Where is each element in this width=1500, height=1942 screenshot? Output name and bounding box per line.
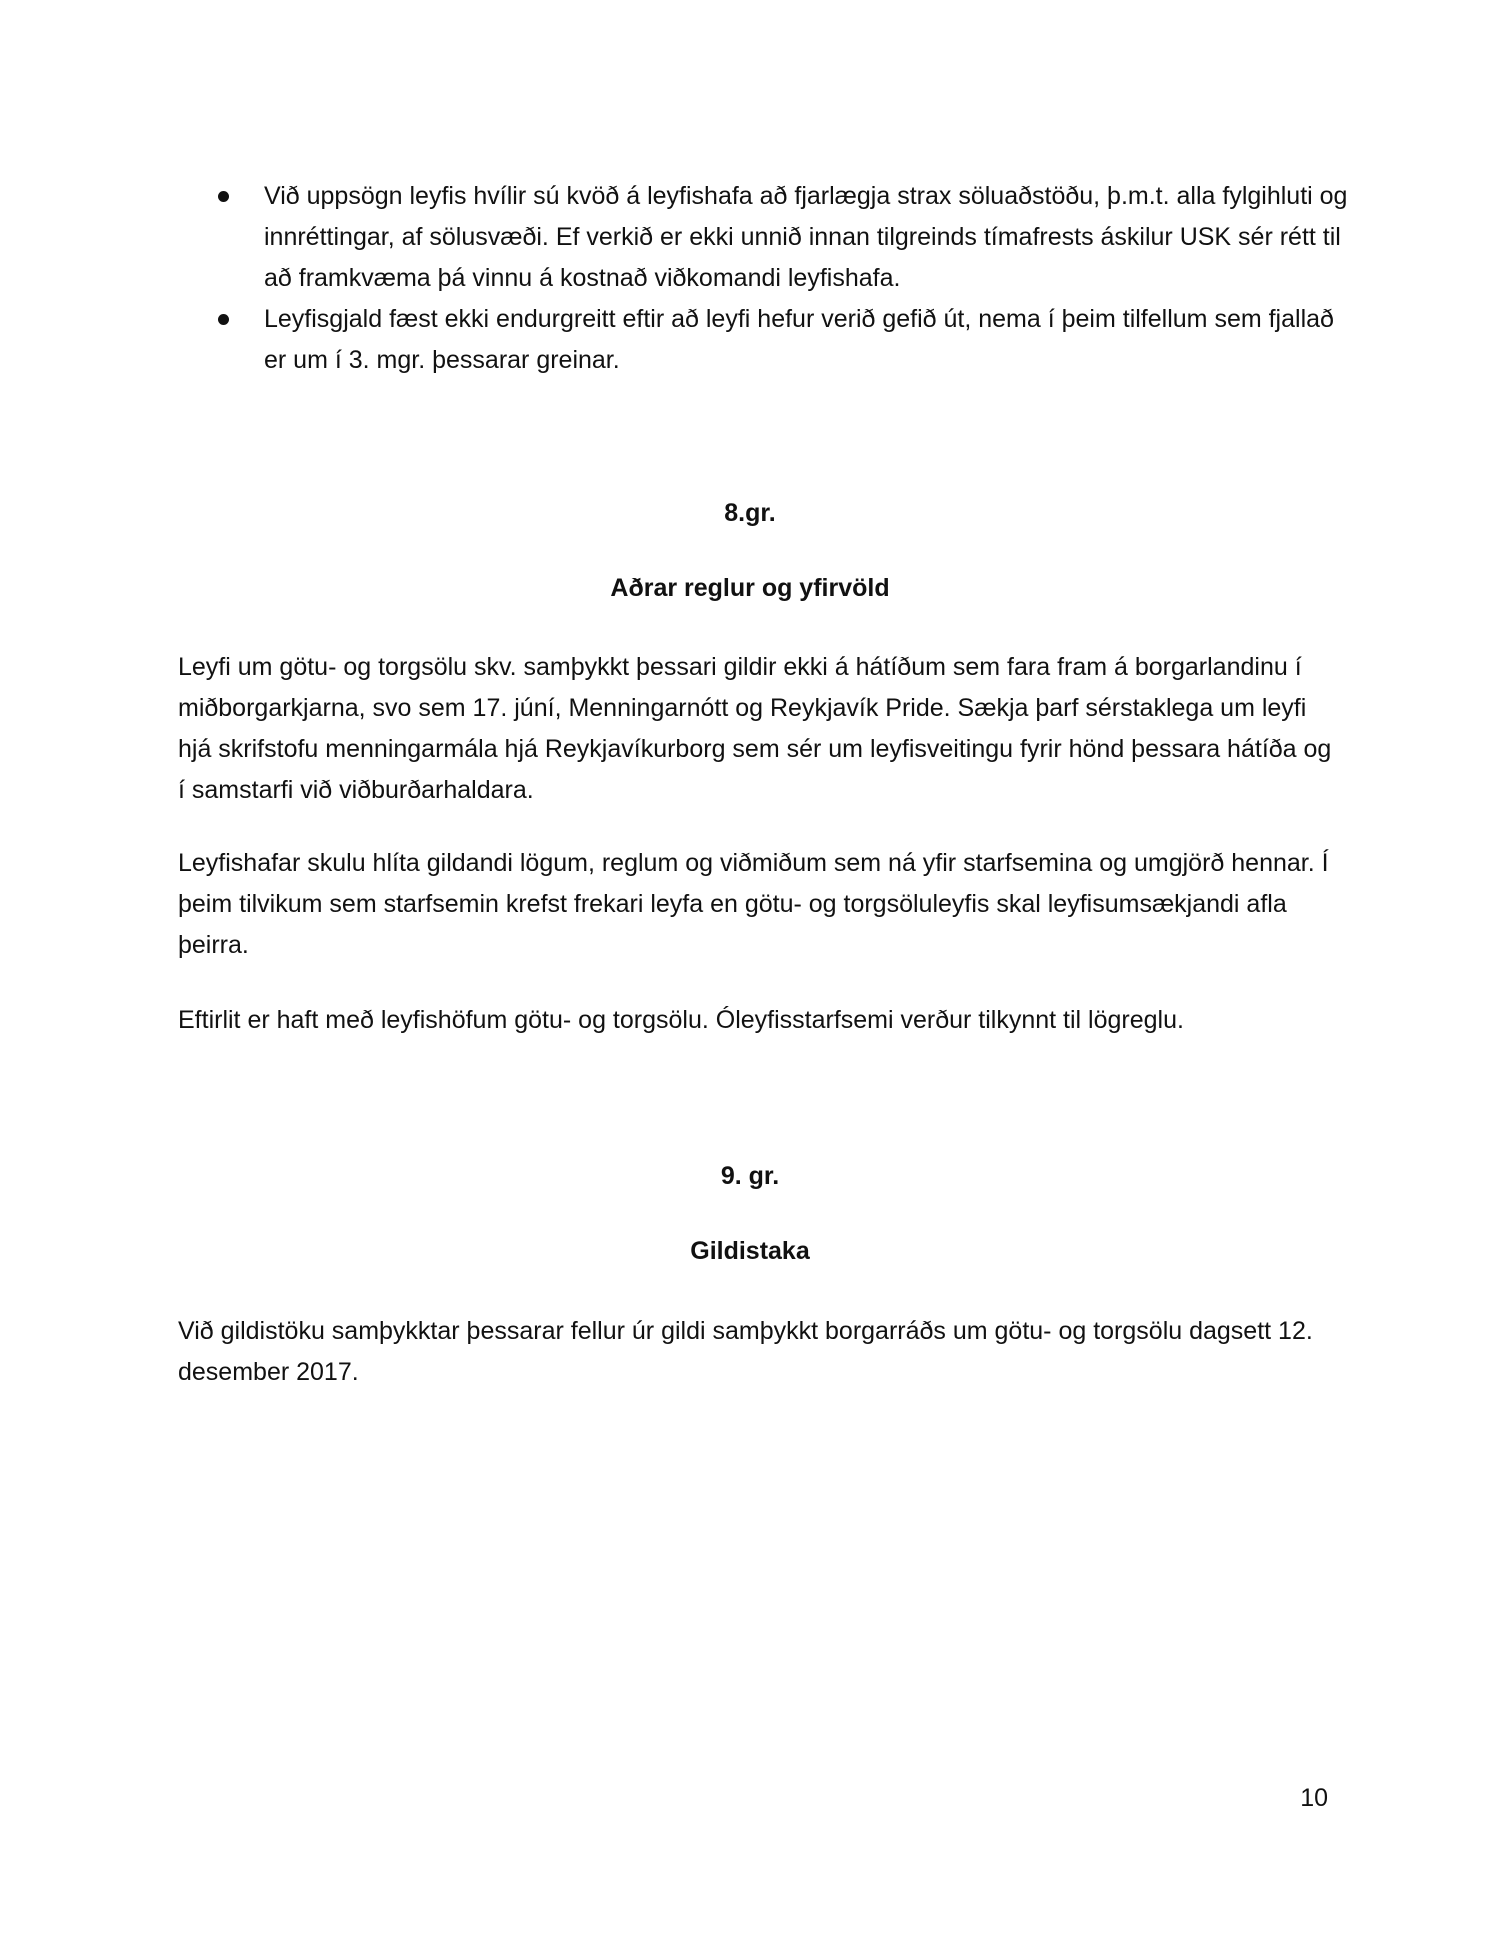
article-8-number: 8.gr. — [724, 499, 776, 527]
article-8-paragraph-3: Eftirlit er haft með leyfishöfum götu- og torgsölu. Óleyfisstarfsemi verður tilkynnt til lögreglu. — [178, 1006, 1184, 1034]
bullet-item — [216, 299, 1356, 381]
bullet-text: Við uppsögn leyfis hvílir sú kvöð á leyfishafa að fjarlægja strax söluaðstöðu, þ.m.t. alla fylgihluti og innréttingar, af sölusvæði. Ef verkið er ekki unnið innan tilgreinds tímafrests áskilur USK sér rétt til að framkvæma þá vinnu á kostnað viðkomandi leyfishafa. — [264, 182, 1348, 292]
bullet-item — [216, 176, 1356, 299]
article-8-title: Aðrar reglur og yfirvöld — [610, 574, 890, 602]
article-9-paragraph-1: Við gildistöku samþykktar þessarar fellur úr gildi samþykkt borgarráðs um götu- og torgsölu dagsett 12. desember 2017. — [178, 1317, 1313, 1386]
bullet-dot-icon — [218, 191, 229, 202]
bullet-dot-icon — [218, 314, 229, 325]
bullet-list — [216, 176, 1356, 381]
article-8-paragraph-1: Leyfi um götu- og torgsölu skv. samþykkt þessari gildir ekki á hátíðum sem fara fram á borgarlandinu í miðborgarkjarna, svo sem 17. júní, Menningarnótt og Reykjavík Pride. Sækja þarf sérstaklega um leyfi hjá skrifstofu menningarmála hjá Reykjavíkurborg sem sér um leyfisveitingu fyrir hönd þessara hátíða og í samstarfi við viðburðarhaldara. — [178, 653, 1332, 804]
article-9-number: 9. gr. — [720, 1162, 780, 1190]
page-number: 10 — [1300, 1784, 1328, 1812]
article-8-paragraph-2: Leyfishafar skulu hlíta gildandi lögum, reglum og viðmiðum sem ná yfir starfsemina og umgjörð hennar. Í þeim tilvikum sem starfsemin krefst frekari leyfa en götu- og torgsöluleyfis skal leyfisumsækjandi afla þeirra. — [178, 849, 1329, 959]
bullet-text: Leyfisgjald fæst ekki endurgreitt eftir að leyfi hefur verið gefið út, nema í þeim tilfellum sem fjallað er um í 3. mgr. þessarar greinar. — [264, 305, 1334, 374]
article-9-title: Gildistaka — [690, 1237, 810, 1265]
